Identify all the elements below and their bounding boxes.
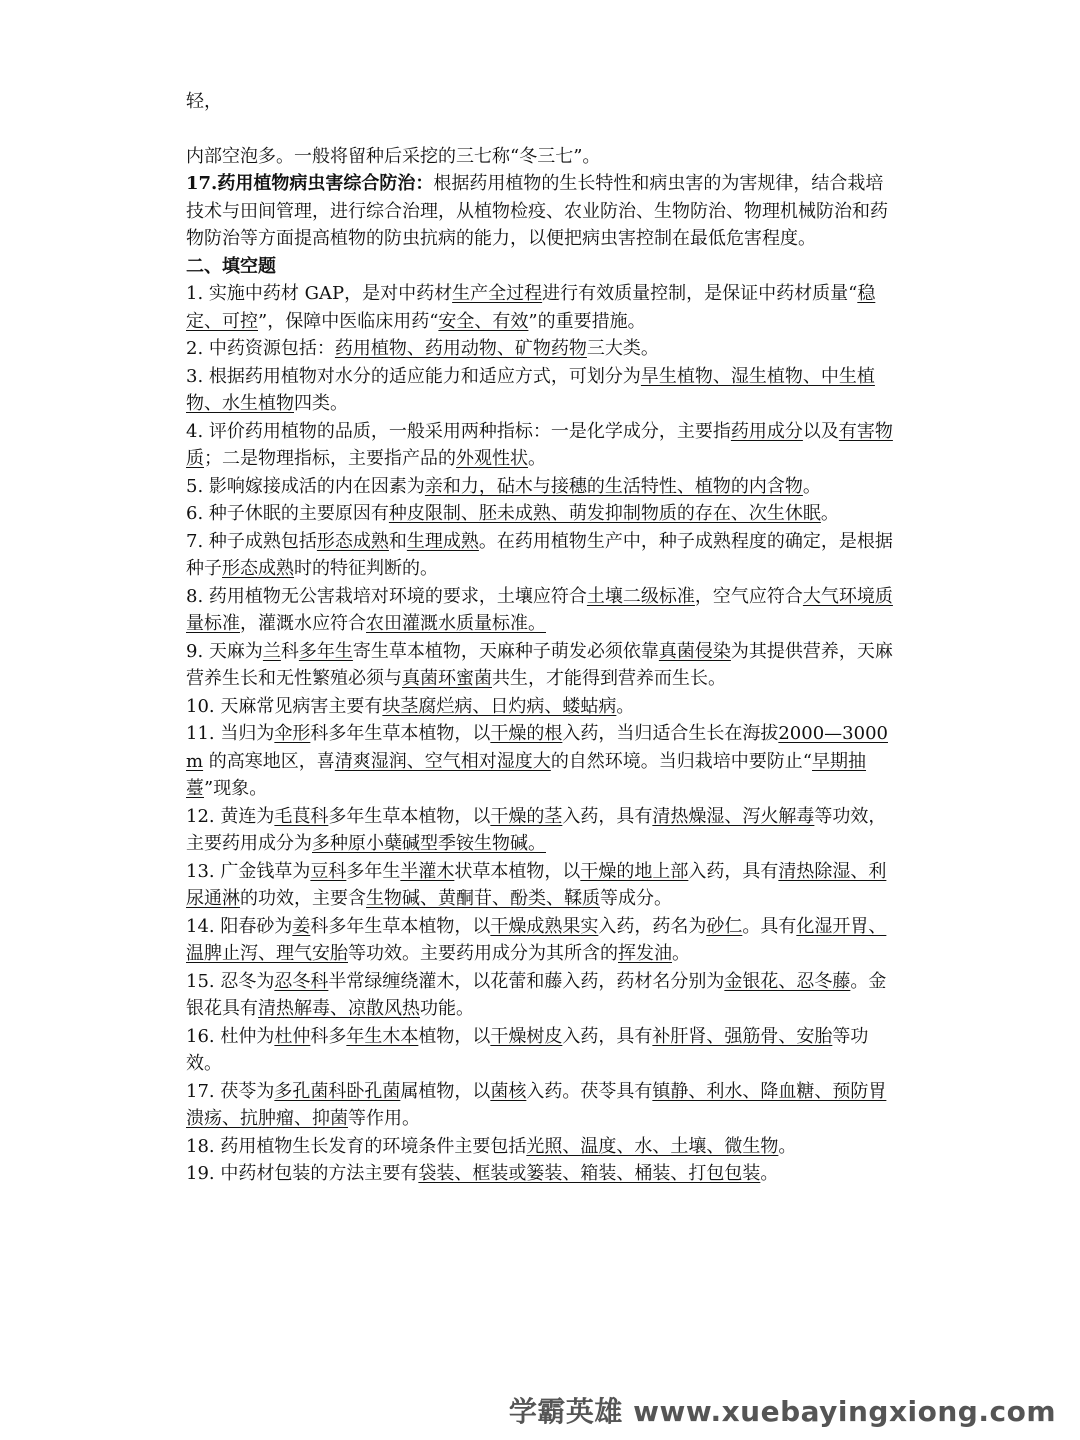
- question-text: ，空气应符合: [694, 585, 803, 607]
- question-text: ”的重要措施。: [528, 310, 646, 332]
- question-text: 19. 中药材包装的方法主要有: [186, 1163, 419, 1184]
- question-text: 入药。茯苓具有: [526, 1080, 653, 1102]
- question-text: 以及: [802, 420, 839, 442]
- answer-text: 干燥的地上部: [580, 860, 689, 882]
- answer-text: 外观性状: [456, 448, 528, 469]
- question-text: 等功效。: [186, 1025, 869, 1074]
- question-text: 功能。: [420, 998, 474, 1019]
- question-text: 1. 实施中药材 GAP，是对中药材: [186, 283, 453, 304]
- answer-text: 多孔菌科卧孔菌: [274, 1080, 401, 1102]
- question-text: 科: [280, 640, 299, 662]
- question-text: 。: [778, 1135, 797, 1157]
- answer-text: 砂仁: [706, 915, 743, 937]
- question-item: [186, 1078, 898, 1133]
- question-text: 入药，具有: [562, 1025, 653, 1047]
- question-text: ，灌溉水应符合: [240, 613, 366, 634]
- definition-17-text: 根据药用植物的生长特性和病虫害的为害规律，结合栽培技术与田间管理，进行综合治理，从植物检疫、农业防治、生物防治、物理机械防治和药物防治等方面提高植物的防虫抗病的能力，以便把病虫害控制在最低危害程度。: [186, 173, 888, 249]
- answer-text: 药用成分: [730, 420, 803, 442]
- question-item: [186, 418, 898, 473]
- question-item: [186, 473, 898, 501]
- answer-text: 旱生植物、湿生植物、中生植物、水生植物: [186, 365, 875, 414]
- answer-text: 形态成熟: [316, 530, 389, 552]
- answer-text: 块茎腐烂病、日灼病、蝼蛄病: [382, 695, 617, 717]
- question-text: 。在药用植物生产中，种子成熟程度的确定，是根据种子: [186, 530, 893, 579]
- question-text: 等功效。主要药用成分为其所含的: [348, 943, 618, 964]
- definition-17-term: 17.药用植物病虫害综合防治：: [186, 173, 434, 194]
- question-text: 进行有效质量控制，是保证中药材质量“: [542, 283, 858, 304]
- question-text: 6. 种子休眠的主要原因有: [186, 503, 389, 524]
- answer-text: 清热解毒、凉散风热: [258, 998, 420, 1019]
- answer-text: 安全、有效: [438, 310, 529, 332]
- question-item: [186, 1133, 898, 1161]
- question-item: [186, 583, 898, 638]
- answer-text: 药用植物、药用动物、矿物药物: [334, 338, 587, 359]
- answer-text: 袋装、框装或篓装、箱装、桶装、打包包装: [418, 1163, 761, 1184]
- answer-text: 豆科: [310, 860, 347, 882]
- question-item: [186, 968, 898, 1023]
- question-item: [186, 280, 898, 335]
- question-text: 9. 天麻为: [186, 640, 263, 662]
- answer-text: 亲和力，砧木与接穗的生活特性、植物的内含物: [424, 475, 803, 497]
- question-text: 。: [528, 448, 546, 469]
- question-text: 入药，药名为: [598, 915, 707, 937]
- question-item: [186, 335, 898, 363]
- question-text: ”，保障中医临床用药“: [258, 310, 439, 332]
- blank-line: [186, 116, 898, 143]
- answer-text: 稳定、可控: [186, 283, 876, 332]
- answer-text: 生产全过程: [452, 283, 543, 304]
- question-item: [186, 363, 898, 418]
- question-text: 4. 评价药用植物的品质，一般采用两种指标：一是化学成分，主要指: [186, 420, 731, 442]
- question-text: 16. 杜仲为: [186, 1025, 275, 1047]
- question-text: 12. 黄连为: [186, 805, 275, 827]
- answer-text: 补肝肾、强筋骨、安胎: [652, 1025, 833, 1047]
- answer-text: 多年生: [298, 640, 353, 662]
- question-text: 科多: [310, 1025, 347, 1047]
- question-text: 多年生草本植物，以: [328, 805, 491, 827]
- answer-text: 菌核: [490, 1080, 527, 1102]
- fill-in-blank-list: [186, 280, 898, 1188]
- answer-text: 姜: [292, 915, 311, 937]
- question-text: 的高寒地区，喜: [203, 750, 335, 772]
- question-item: [186, 693, 898, 721]
- answer-text: 杜仲: [274, 1025, 311, 1047]
- question-text: 入药，具有: [562, 805, 653, 827]
- answer-text: 金银花、忍冬藤: [724, 970, 851, 992]
- question-text: 的自然环境。当归栽培中要防止“: [550, 750, 813, 772]
- question-text: 时的特征判断的。: [294, 558, 438, 579]
- question-text: 11. 当归为: [186, 723, 275, 744]
- question-text: 5. 影响嫁接成活的内在因素为: [186, 475, 425, 497]
- answer-text: 兰: [262, 640, 281, 662]
- answer-text: 多种原小蘖碱型季铵生物碱。: [312, 833, 546, 854]
- question-text: 。: [672, 943, 690, 964]
- answer-text: 真菌侵染: [658, 640, 731, 662]
- question-text: 15. 忍冬为: [186, 970, 275, 992]
- answer-text: 干燥的茎: [490, 805, 563, 827]
- question-item: [186, 1023, 898, 1078]
- answer-text: 清爽湿润、空气相对湿度大: [334, 750, 551, 772]
- question-item: [186, 720, 898, 803]
- answer-text: 干燥树皮: [490, 1025, 563, 1047]
- question-text: 的功效，主要含: [240, 888, 366, 909]
- answer-text: 农田灌溉水质量标准。: [366, 613, 546, 634]
- question-text: 共生，才能得到营养而生长。: [492, 668, 726, 689]
- question-text: 。: [760, 1163, 779, 1184]
- answer-text: 干燥的根: [490, 723, 563, 744]
- answer-text: 毛茛科: [274, 805, 329, 827]
- question-item: [186, 1160, 898, 1188]
- question-text: 等功效，主要药用成分为: [186, 805, 887, 854]
- question-text: 等作用。: [348, 1108, 420, 1129]
- question-item: [186, 500, 898, 528]
- question-text: 17. 茯苓为: [186, 1080, 275, 1102]
- answer-text: 早期抽薹: [186, 750, 867, 799]
- answer-text: 形态成熟: [222, 558, 294, 579]
- question-text: 科多年生草本植物，以: [310, 723, 491, 744]
- question-text: 半常绿缠绕灌木，以花蕾和藤入药，药材名分别为: [328, 970, 725, 992]
- answer-text: 真菌环蜜菌: [402, 668, 492, 689]
- question-text: 四类。: [294, 393, 348, 414]
- answer-text: 镇静、利水、降血糖、预防胃溃疡、抗肿瘤、抑菌: [186, 1080, 887, 1129]
- answer-text: 半灌木: [400, 860, 455, 882]
- question-text: 为其提供营养，天麻营养生长和无性繁殖必须与: [186, 640, 893, 689]
- question-item: [186, 858, 898, 913]
- question-text: 寄生草本植物，天麻种子萌发必须依靠: [352, 640, 659, 662]
- question-text: 。: [820, 503, 839, 524]
- question-text: 。: [616, 695, 635, 717]
- question-text: 植物，以: [418, 1025, 491, 1047]
- answer-text: 年生木本: [346, 1025, 419, 1047]
- question-text: 13. 广金钱草为: [186, 860, 311, 882]
- question-text: 。金银花具有: [186, 970, 887, 1019]
- answer-text: 干燥成熟果实: [490, 915, 599, 937]
- answer-text: 忍冬科: [274, 970, 329, 992]
- question-text: 14. 阳春砂为: [186, 915, 293, 937]
- definition-17: [186, 170, 898, 253]
- answer-text: 生理成熟: [406, 530, 479, 552]
- answer-text: 生物碱、黄酮苷、酚类、鞣质: [366, 888, 600, 909]
- section-title: 二、填空题: [186, 255, 276, 277]
- answer-text: 清热除湿、利尿通淋: [186, 860, 887, 909]
- continuation-line-2: 内部空泡多。一般将留种后采挖的三七称“冬三七”。: [186, 145, 601, 167]
- question-item: [186, 803, 898, 858]
- question-text: 状草本植物，以: [454, 860, 581, 882]
- question-text: 8. 药用植物无公害栽培对环境的要求，土壤应符合: [186, 585, 587, 607]
- answer-text: 2000—3000m: [186, 723, 888, 772]
- question-text: 等成分。: [600, 888, 672, 909]
- question-text: 。: [802, 475, 821, 497]
- answer-text: 种皮限制、胚未成熟、萌发抑制物质的存在、次生休眠: [388, 503, 821, 524]
- question-text: 10. 天麻常见病害主要有: [186, 695, 383, 717]
- answer-text: 大气环境质量标准: [186, 585, 893, 634]
- site-watermark: 学霸英雄 www.xuebayingxiong.com: [508, 1395, 1056, 1428]
- document-body: [186, 88, 898, 1188]
- answer-text: 清热燥湿、泻火解毒: [652, 805, 815, 827]
- question-text: 3. 根据药用植物对水分的适应能力和适应方式，可划分为: [186, 365, 641, 387]
- question-text: 2. 中药资源包括：: [186, 338, 335, 359]
- question-item: [186, 528, 898, 583]
- question-text: 。具有: [742, 915, 797, 937]
- question-text: 三大类。: [586, 338, 659, 359]
- question-text: 科多年生草本植物，以: [310, 915, 491, 937]
- question-text: 入药，具有: [688, 860, 779, 882]
- question-text: 入药，当归适合生长在海拔: [562, 723, 779, 744]
- question-item: [186, 638, 898, 693]
- question-text: 7. 种子成熟包括: [186, 530, 317, 552]
- question-text: 和: [388, 530, 407, 552]
- question-item: [186, 913, 898, 968]
- answer-text: 光照、温度、水、土壤、微生物: [526, 1135, 779, 1157]
- answer-text: 化湿开胃、温脾止泻、理气安胎: [186, 915, 887, 964]
- question-text: 18. 药用植物生长发育的环境条件主要包括: [186, 1135, 527, 1157]
- answer-text: 挥发油: [618, 943, 672, 964]
- question-text: 多年生: [346, 860, 401, 882]
- question-text: ；二是物理指标，主要指产品的: [204, 448, 456, 469]
- continuation-line-1: 轻，: [186, 91, 222, 112]
- question-text: ”现象。: [204, 778, 268, 799]
- answer-text: 伞形: [274, 723, 311, 744]
- answer-text: 有害物质: [186, 420, 893, 469]
- question-text: 属植物，以: [400, 1080, 491, 1102]
- answer-text: 土壤二级标准: [586, 585, 695, 607]
